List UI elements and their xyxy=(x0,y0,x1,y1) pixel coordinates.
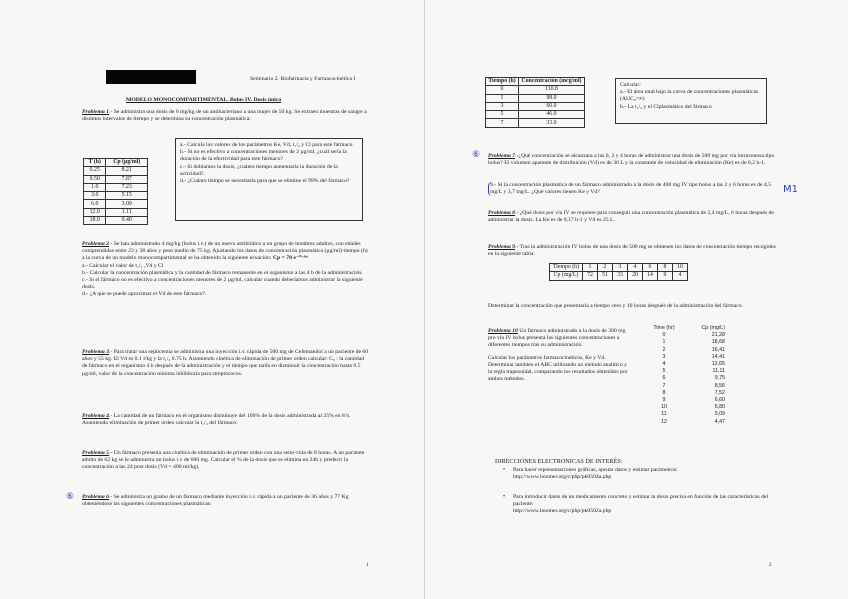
table-cell: 7 xyxy=(486,119,519,127)
handwritten-mark-7: ⑥ xyxy=(472,150,481,160)
table-cell: 3 xyxy=(613,264,628,272)
problem-9-table xyxy=(549,263,688,281)
table-row-label: Tiempo (h) xyxy=(550,264,583,272)
bullet-icon: • xyxy=(503,494,506,500)
problem-10-label: Problema 10 xyxy=(488,328,518,334)
table-cell: 98.0 xyxy=(518,94,584,102)
cp-value: 6,60 xyxy=(714,397,725,404)
table-cell: 7.23 xyxy=(106,183,148,191)
table-cell: 3 xyxy=(486,102,519,110)
link-item-2 xyxy=(513,494,775,516)
column-header: Cp (mg/L) xyxy=(701,325,725,331)
calc-heading: Calcular: xyxy=(620,82,641,88)
problem-10 xyxy=(488,328,628,383)
table-cell: 14 xyxy=(643,272,658,280)
time-value: 1 xyxy=(662,339,666,346)
column-header: Time (hr) xyxy=(653,325,675,331)
time-value: 12 xyxy=(661,418,667,425)
problem-2-item-d: d.- ¿A que se puede aproximar el Vd de este fármaco?. xyxy=(82,291,207,298)
table-cell: 33 xyxy=(613,272,628,280)
calc-a: a.- El área total bajo la curva de concentraciones plasmáticas (AUC₀^∞) xyxy=(620,89,759,103)
problem-5-text: .- Un fármaco presenta una cinética de eliminación de primer orden con una semi-vida de 8 horas. A un paciente adulto de 62 kg se le administra un bolus i.v de 600 mg. Calcular el % de la dosis que se elimina en 24h y predecir la concentración a las 24 post dosis (Vd = 400 ml/kg). xyxy=(82,450,365,471)
page-title: MODELO MONOCOMPARTIMENTAL. Bolus IV. Dosis única xyxy=(126,97,282,103)
problem-4-text: .- La cantidad de un fármaco en el organismo disminuye del 100% de la dosis administrada al 25% en 8 h. Asumiendo eliminación de primer orden calcular la t₁/₂ del fármaco. xyxy=(82,413,351,427)
time-value: 11 xyxy=(661,411,667,418)
problem-9a-text: 9.- Si la concentración plasmática de un fármaco administrado a la dosis de 400 mg IV tipo bolus a las 2 y 6 horas es de 4,5 mg/L y 3,7 mg/L. ¿Qué valores tienen Ke y Vd? xyxy=(490,182,772,196)
problem-3-text: .- Para tratar una septicemia se administra una inyección i.v. rápida de 500 mg de Cefemandol a un paciente de 60 años y 55 kg. El Vd es 0.1 l/kg y la t₁/₂ 0.75 h. Asumiendo cinética de eliminación de primer orden calcular: C₈ : la cantidad de fármaco en el organismo 4 h después de la administración y el tiempo que tarda en disminuir la concentración hasta 0.5 µg/ml, valor de la concentración mínima inhibitoria para streptococos. xyxy=(82,349,369,377)
time-value: 4 xyxy=(662,361,666,368)
right-page xyxy=(425,0,848,599)
table-cell: 51 xyxy=(598,272,613,280)
problem-6-text: .- Se administra un gramo de un fármaco mediante inyección i.v. rápida a un paciente de 36 años y 77 Kg obteniéndose las siguientes concentraciones plasmáticas: xyxy=(82,494,349,508)
table-cell: 60.0 xyxy=(518,102,584,110)
table-cell: 46.0 xyxy=(518,111,584,119)
table-cell: 4 xyxy=(628,264,643,272)
cp-value: 9,75 xyxy=(714,375,725,382)
problem-10-cp-column xyxy=(687,325,725,426)
cp-value: 5,80 xyxy=(714,404,725,411)
cp-value: 7,52 xyxy=(714,389,725,396)
table-cell: 1.0 xyxy=(84,183,106,191)
question-b: b.- Si no es efectivo a concentraciones menores de 2 µg/ml, ¿cuál sería la duración de la efectividad para este fármaco? xyxy=(180,149,347,163)
problem-2-text: .- Se han administrado 4 mg/kg (bolus i.v.) de un nuevo antibiótico a un grupo de hombres adultos, con edades comprendidas entre 23 y 38 años y peso medio de 75 kg. Ajustando los datos de concentración plasmática (µg/ml)-tiempo (h) a la curva de un modelo monocompartimental se ha obtenido la siguiente ecuación: xyxy=(82,241,368,262)
problem-6-calc-box xyxy=(615,78,767,124)
cp-value: 11,11 xyxy=(712,368,725,375)
handwritten-mark-6: ⑥ xyxy=(66,492,75,502)
page-number-right: 2 xyxy=(769,563,772,568)
handwritten-note: M1 xyxy=(783,184,798,195)
table-cell: 10 xyxy=(673,264,688,272)
table-cell: 33.0 xyxy=(518,119,584,127)
table-cell: 8 xyxy=(658,264,673,272)
problem-6-table xyxy=(485,77,585,128)
problem-9-after: Determinar la concentración que presentaría a tiempo cero y 10 horas después de la administración del fármaco. xyxy=(488,303,744,309)
problem-1-questions-box xyxy=(175,138,363,221)
table-cell: 4 xyxy=(673,272,688,280)
cp-value: 18,68 xyxy=(711,339,725,346)
problem-4 xyxy=(82,413,370,427)
problem-1 xyxy=(82,109,370,123)
table-header: Concentración (mcg/ml) xyxy=(518,78,584,86)
problem-2-item-b: b.- Calcular la concentración plasmática y la cantidad de fármaco remanente en el organismo a las 4 h de la administración. xyxy=(82,269,363,276)
problem-1-label: Problema 1 xyxy=(82,109,110,115)
cp-value: 12,65 xyxy=(711,361,725,368)
link-2-description: Para introducir datos de un medicamento concreto y estimar la dosis precisa en función de las características del paciente: xyxy=(513,494,769,508)
table-cell: 72 xyxy=(583,272,598,280)
cp-value: 8,56 xyxy=(714,382,725,389)
problem-8-text: .- ¿Qué dosis por vía IV se requiere para conseguir una concentración plasmática de 2,4 mg/L, 6 horas después de administrar la dosis. La Ke es de 0,17 h-1 y Vd es 25 L. xyxy=(488,210,774,224)
table-cell: 3.09 xyxy=(106,200,148,208)
problem-6-label: Problema 6 xyxy=(82,494,110,500)
table-cell: 6.0 xyxy=(84,200,106,208)
page-number-left: 1 xyxy=(366,563,369,568)
table-cell: 0.40 xyxy=(106,217,148,225)
time-value: 2 xyxy=(662,346,666,353)
problem-7-text: .-¿Qué concentración se alcanzara a las 0, 2 y 4 horas de administrar una dosis de 500 mg por vía intravenosa tipo bolus? El volumen aparente de distribución (Vd) es de 30 L y la constante de velocidad de eliminación (Ke) es de 0,2 h-1. xyxy=(488,153,775,167)
problem-1-text: .- Se administra una dosis de 6 mg/kg de un antibacteriano a una mujer de 50 kg. Se extraen muestras de sangre a distintos intervalos de tiempo y se determina su concentración plasmática: xyxy=(82,109,367,123)
seminar-header: Seminario 2. Biofarmacia y Farmacocinética I xyxy=(250,76,356,82)
time-value: 5 xyxy=(662,368,666,375)
link-1-description: Para hacer representaciones gráficas, ajustar datos y estimar parámetros: xyxy=(513,467,678,473)
table-cell: 18.0 xyxy=(84,217,106,225)
cp-value: 5,09 xyxy=(714,411,725,418)
problem-10-time-column xyxy=(647,325,681,426)
question-a: a.- Calcula los valores de los parámetros Ke, Vd, t₁/₂ y Cl para este fármaco. xyxy=(180,142,354,148)
links-title: DIRECCIONES ELECTRONICAS DE INTERÉS: xyxy=(495,458,623,465)
table-cell: 7.87 xyxy=(106,175,148,183)
table-cell: 0 xyxy=(486,86,519,94)
table-cell: 1 xyxy=(486,94,519,102)
table-row-label: Cp (mg/L) xyxy=(550,272,583,280)
table-cell: 1 xyxy=(583,264,598,272)
problem-2-label: Problema 2 xyxy=(82,241,110,247)
problem-8-label: Problema 8 xyxy=(488,210,516,216)
problem-8 xyxy=(488,210,780,224)
time-value: 7 xyxy=(662,382,666,389)
table-cell: 5 xyxy=(486,111,519,119)
table-header: T (h) xyxy=(84,159,106,167)
table-cell: 9 xyxy=(658,272,673,280)
table-cell: 110.8 xyxy=(518,86,584,94)
problem-2 xyxy=(82,241,370,299)
problem-5 xyxy=(82,450,370,472)
time-value: 9 xyxy=(662,397,666,404)
cp-value: 14,41 xyxy=(711,353,725,360)
table-cell: 2 xyxy=(598,264,613,272)
table-cell: 3.0 xyxy=(84,192,106,200)
table-cell: 5.15 xyxy=(106,192,148,200)
cp-value: 4,47 xyxy=(714,418,725,425)
bullet-icon: • xyxy=(503,467,506,473)
link-2-url[interactable]: http://www.boomer.org/c/php/pk0502a.php xyxy=(513,508,612,515)
problem-3-label: Problema 3 xyxy=(82,349,110,355)
question-c: c.- Si doblamos la dosis, ¿cuánto tiempo aumentaría la duración de la actividad?. xyxy=(180,163,338,177)
link-1-url[interactable]: http://www.boomer.org/c/php/pk0504a.php xyxy=(513,474,612,481)
problem-2-item-c: c.- Si el fármaco no es efectivo a concentraciones menores de 2 µg/ml, calcular cuando deberíamos administrar la siguiente dosis. xyxy=(82,277,363,291)
table-cell: 0.25 xyxy=(84,167,106,175)
problem-6 xyxy=(82,494,370,508)
table-cell: 20 xyxy=(628,272,643,280)
table-header: Cp (µg/ml) xyxy=(106,159,148,167)
table-cell: 12.0 xyxy=(84,208,106,216)
problem-5-label: Problema 5 xyxy=(82,450,110,456)
time-value: 0 xyxy=(662,332,666,339)
table-header: Tiempo (h) xyxy=(486,78,519,86)
calc-b: b.- La t₁/₂ y el Clplasmático del fármaco xyxy=(620,103,712,110)
problem-2-item-a: a.- Calcular el valor de t₁/₂ ,Vd y Cl xyxy=(82,262,164,269)
problem-7-label: Problema 7 xyxy=(488,153,516,159)
link-item-1 xyxy=(513,467,775,481)
problem-2-equation: Cp = 78 e⁻⁰·⁴⁶ᵗ xyxy=(272,255,308,262)
table-cell: 0.50 xyxy=(84,175,106,183)
cp-value: 16,41 xyxy=(711,346,725,353)
problem-10-text-2: Calcular los parámetros farmacocinéticos, Ke y Vd. Determinar tambien el ABC utilizando un método analítico y la regla trapezoidal, comparando los resultados obtenidos por ambos métodos. xyxy=(488,354,628,383)
problem-10-text: Un fármaco administrado a la dosis de 300 mg pro vía IV bolus presenta las siguientes concentraciones a diferentes tiempos tras su administración. xyxy=(488,328,626,349)
time-value: 10 xyxy=(661,404,667,411)
time-value: 3 xyxy=(662,353,666,360)
problem-9 xyxy=(488,244,780,258)
problem-9-label: Problema 9 xyxy=(488,244,516,250)
question-d: d.- ¿Cuánto tiempo se necesitaría para que se elimine el 99% del fármaco? xyxy=(180,178,350,185)
time-value: 8 xyxy=(662,389,666,396)
problem-7 xyxy=(488,153,780,167)
time-value: 6 xyxy=(662,375,666,382)
problem-9-text: .- Tras la administración IV bolus de una dosis de 500 mg se obtienen los datos de concentración tiempo recogidos en la siguiente tabla: xyxy=(488,244,776,258)
redacted-name xyxy=(106,70,196,84)
table-cell: 1.11 xyxy=(106,208,148,216)
problem-3 xyxy=(82,349,370,378)
problem-9a-bracketed xyxy=(488,182,780,196)
problem-1-table xyxy=(83,158,148,225)
problem-4-label: Problema 4 xyxy=(82,413,110,419)
cp-value: 21,28 xyxy=(711,332,725,339)
table-cell: 8.21 xyxy=(106,167,148,175)
table-cell: 6 xyxy=(643,264,658,272)
